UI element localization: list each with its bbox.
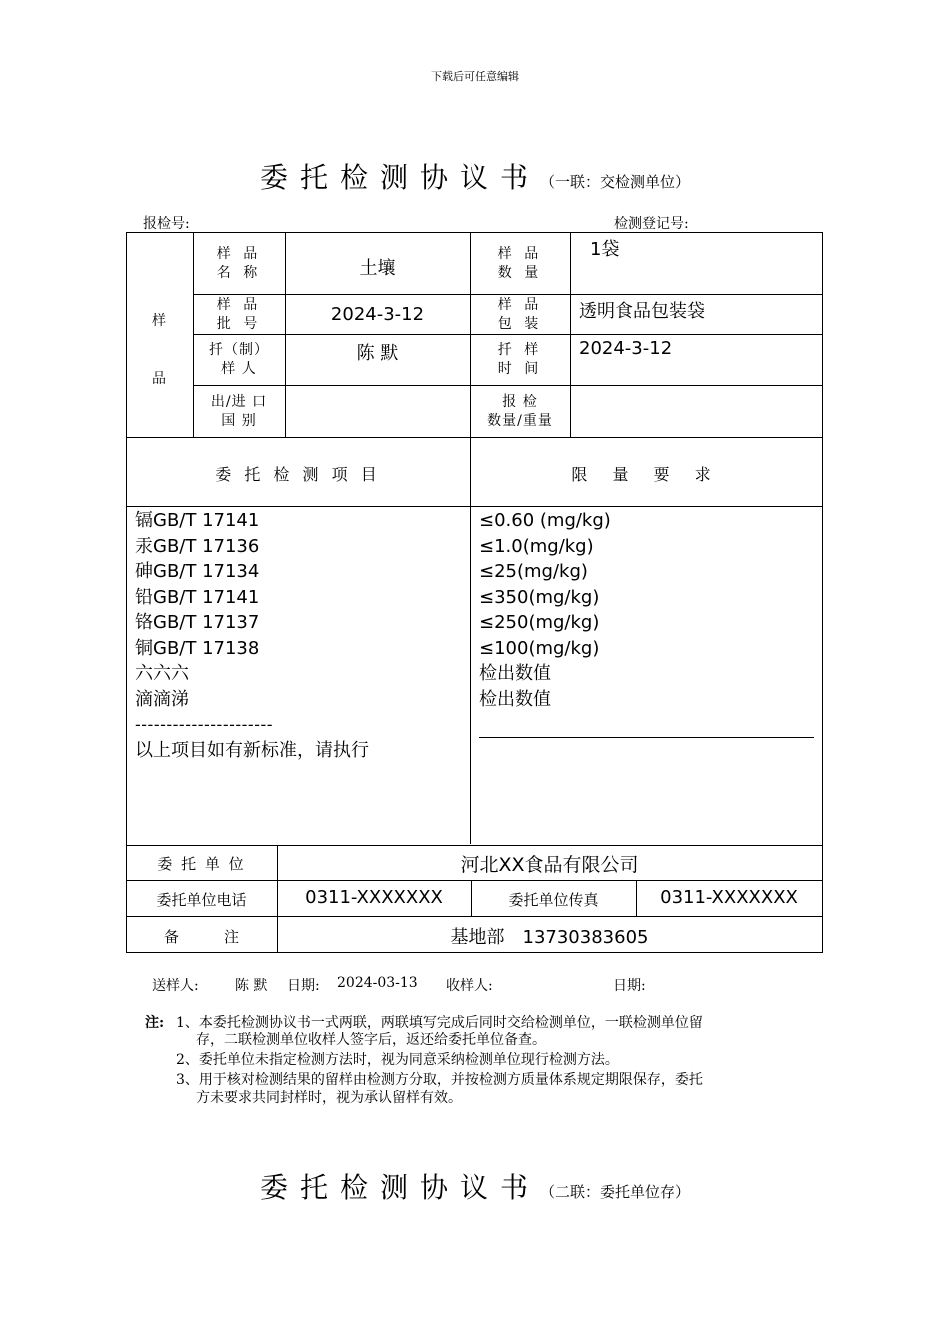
list-item: 镉GB/T 17141 <box>135 510 260 531</box>
list-item: 铅GB/T 17141 <box>135 586 260 608</box>
title2-main: 委托检测协议书 <box>259 1171 540 1204</box>
list-item: 检出数值 <box>479 688 551 710</box>
report-no-label: 报检号: <box>143 216 190 232</box>
pack-label: 样 品 包 装 <box>497 297 543 332</box>
notes-line-4: 3、用于核对检测结果的留样由检测方分取，并按检测方质量体系规定期限保存，委托 <box>176 1072 703 1088</box>
list-item: 砷GB/T 17134 <box>135 561 260 582</box>
notes-line-1: 1、本委托检测协议书一式两联，两联填写完成后同时交给检测单位，一联检测单位留 <box>176 1015 703 1031</box>
client-fax-value: 0311-XXXXXXX <box>660 887 798 908</box>
remark-label: 备 注 <box>163 928 239 946</box>
pack-value: 透明食品包装袋 <box>579 301 705 322</box>
limits-list <box>479 508 814 712</box>
sample-qty-label: 样 品 数 量 <box>497 246 543 281</box>
list-item: ≤350(mg/kg) <box>479 586 600 608</box>
list-item: ≤0.60 (mg/kg) <box>479 510 611 531</box>
register-no-label: 检测登记号: <box>614 216 689 232</box>
list-item: 汞GB/T 17136 <box>135 535 260 557</box>
sample-time-value: 2024-3-12 <box>579 338 673 359</box>
send-date-label: 日期: <box>287 978 320 994</box>
sampler-label: 扦（制） 样 人 <box>209 342 269 377</box>
limits-divider <box>479 737 814 738</box>
notes-line-5: 方未要求共同封样时，视为承认留样有效。 <box>196 1090 462 1106</box>
list-item: 铜GB/T 17138 <box>135 637 260 659</box>
batch-label: 样 品 批 号 <box>216 297 262 332</box>
list-item: 铬GB/T 17137 <box>135 612 260 633</box>
sample-name-value: 土壤 <box>359 258 396 279</box>
list-item: ≤250(mg/kg) <box>479 612 600 633</box>
sample-time-label: 扦 样 时 间 <box>497 342 543 377</box>
receiver-label: 收样人: <box>446 978 493 994</box>
sample-qty-value: 1袋 <box>590 239 620 260</box>
header-note: 下载后可任意编辑 <box>431 70 519 83</box>
list-item: 六六六 <box>135 663 189 684</box>
sample-name-label: 样 品 名 称 <box>216 246 262 281</box>
weight-label: 报 检 数量/重量 <box>487 394 553 429</box>
batch-value: 2024-3-12 <box>330 304 425 325</box>
client-fax-label: 委托单位传真 <box>508 891 599 909</box>
remark-value: 基地部 13730383605 <box>450 927 649 948</box>
document-title-copy2 <box>0 1166 950 1206</box>
limits-header: 限 量 要 求 <box>571 465 721 484</box>
notes-line-3: 2、委托单位未指定检测方法时，视为同意采纳检测单位现行检测方法。 <box>176 1052 619 1068</box>
sampler-value: 陈 默 <box>356 343 399 364</box>
country-label: 出/进 口 国 别 <box>210 394 268 429</box>
send-date-value: 2024-03-13 <box>337 975 418 991</box>
title-sub: （一联：交检测单位） <box>540 173 691 191</box>
sender-label: 送样人: <box>152 978 199 994</box>
document-title <box>0 156 950 196</box>
client-unit-label: 委 托 单 位 <box>157 855 246 873</box>
notes-prefix: 注: <box>145 1015 165 1031</box>
title2-sub: （二联：委托单位存） <box>540 1183 691 1201</box>
list-item: ≤25(mg/kg) <box>479 561 588 582</box>
client-phone-label: 委托单位电话 <box>156 891 247 909</box>
sender-value: 陈 默 <box>235 978 268 994</box>
client-phone-value: 0311-XXXXXXX <box>305 887 443 908</box>
sample-section-label-2: 品 <box>152 371 166 387</box>
list-item: ≤1.0(mg/kg) <box>479 535 594 557</box>
items-list <box>135 508 465 763</box>
items-header: 委 托 检 测 项 目 <box>215 465 381 484</box>
list-item: 滴滴涕 <box>135 688 189 710</box>
client-unit-value: 河北XX食品有限公司 <box>460 854 639 876</box>
list-item: ≤100(mg/kg) <box>479 637 600 659</box>
sample-section-label-1: 样 <box>152 313 166 329</box>
list-item: 检出数值 <box>479 663 551 684</box>
list-item: 以上项目如有新标准，请执行 <box>135 739 369 761</box>
receive-date-label: 日期: <box>613 978 646 994</box>
notes-line-2: 存，二联检测单位收样人签字后，返还给委托单位备查。 <box>196 1032 546 1048</box>
title-main: 委托检测协议书 <box>259 161 540 194</box>
list-item: ---------------------- <box>135 715 274 734</box>
